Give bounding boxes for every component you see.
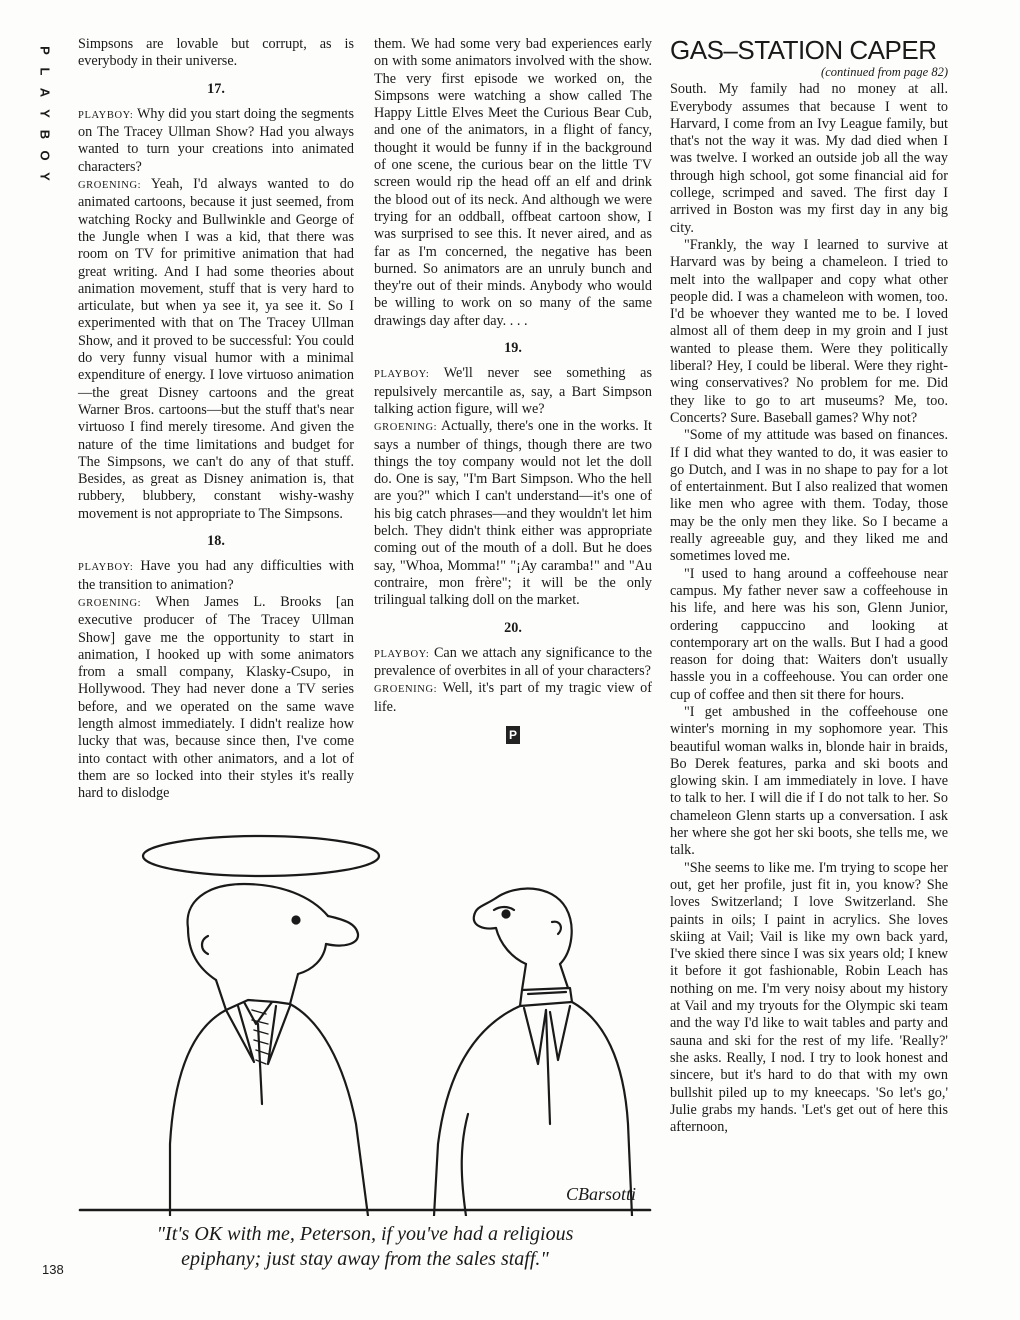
answer [78, 176, 354, 523]
answer [374, 418, 652, 609]
cartoon-illustration [76, 824, 654, 1216]
story-paragraph: "Frankly, the way I learned to survive at Harvard was by being a chameleon. I tried to melt into the wallpaper and copy what other people did. I was a chameleon with women, too. I'd be whoever they wanted me to be. I loved almost all of them deep in my groin and I just wanted to please them. Were they politically liberal? Hey, I could be liberal. Were they right-wing conservatives? No problem for me. Did they like to go to art museums? Me, too. Concerts? Sure. Baseball games? Why not? [670, 236, 948, 426]
right-man [434, 889, 632, 1216]
question-text: Have you had any difficulties with the transition to animation? [78, 558, 354, 593]
vertical-letter: B [37, 129, 53, 140]
story-column [670, 36, 948, 1136]
vertical-magazine-name [34, 40, 56, 187]
answer-text: When James L. Brooks [an executive producer of The Tracey Ullman Show] gave me the opportunity to start in animation, I hooked up with some animators from a small company, Klasky-Csupo, in Hollywood. They had never done a TV series before, and we operated on the same wave length almost immediately. I didn't realize how lucky that was, because since then, I've come into contact with other animators, and a lot of them are so locked into their styles it's really hard to dislodge [78, 593, 354, 802]
vertical-letter: A [37, 87, 53, 98]
vertical-letter: O [37, 150, 53, 161]
continued-note: (continued from page 82) [821, 65, 948, 79]
halo [143, 836, 379, 876]
caption-line: epiphany; just stay away from the sales staff." [181, 1248, 549, 1270]
speaker-label: PLAYBOY: [374, 648, 430, 660]
story-paragraph: South. My family had no money at all. Everybody assumes that because I went to Harvard, I come from an Ivy League family, but that's not the way it was. My dad died when I was twelve. I worked an outside job all the way through high school, got some financial aid for college, scrimped and saved. The first day I arrived in Boston was my first day in any big city. [670, 81, 948, 236]
question [374, 365, 652, 418]
answer [78, 594, 354, 803]
question [78, 106, 354, 176]
question-number: 19. [504, 340, 522, 357]
answer-text: Yeah, I'd always wanted to do animated cartoons, because it just seemed, from watching Rocky and Bullwinkle and George of the Jungle when I was a kid, that there was room on TV for primitive animation that had great writing. And I had some theories about animation movement, stuff that is very hard to articulate, but when ya see it, ya see it. So I experimented with that on The Tracey Ullman Show, and it proved to be successful: You could do very funny visual humor with a minimal expenditure of energy. I love virtuoso animation—the great Disney cartoons and the great Warner Bros. cartoons—but the stuff that's near virtuoso I find merely tiresome. And given the nature of the time limitations and budget for The Simpsons, we can't do any of that stuff. Besides, as great as Disney animation is, that rubbery, blubbery, constant wishy-washy movement is not appropriate to The Simpsons. [78, 176, 354, 522]
paragraph: them. We had some very bad experiences early on with some animators involved with the show. The very first episode we worked on, the Simpsons were watching a show called The Happy Little Elves Meet the Curious Bear Cub, and one of the animators, in a flight of fancy, thought it would be funny if in the background of one scene, the curious bear on the little TV screen would rip the head off an elf and drink the blood out of its neck. And although we were trying for an oddball, offbeat cartoon show, I was surprised to see this. It never aired, and as far as I'm concerned, the negative has been burned. So animators are an unruly bunch and they're out of their minds. Anybody who would be willing to work on so many of the same drawings day after day. . . . [374, 36, 652, 329]
vertical-letter: Y [37, 109, 53, 118]
answer [374, 680, 652, 716]
caption-line: "It's OK with me, Peterson, if you've had a religious [156, 1223, 574, 1245]
answer-text: Actually, there's one in the works. It says a number of things, though there are two things the toy company would not let the doll do. One is say, "I'm Bart Simpson. Who the hell are you?" which I can't understand—it's one of his big catch phrases—and they wouldn't let him belch. They didn't think either was appropriate coming out of the mouth of a doll. But he does say, "Whoa, Momma!" "¡Ay caramba!" and "Au contraire, mon frère"; it will be the only trilingual talking doll on the market. [374, 418, 652, 609]
question-text: We'll never see something as repulsively mercantile as, say, a Bart Simpson talking action figure, will we? [374, 365, 652, 417]
story-headline: GAS–STATION CAPER [670, 35, 937, 65]
question-text: Can we attach any significance to the prevalence of overbites in all of your characters? [374, 644, 652, 680]
paragraph: Simpsons are lovable but corrupt, as is everybody in their universe. [78, 36, 354, 70]
end-mark-icon: P [506, 726, 520, 744]
vertical-letter: Y [37, 172, 53, 181]
question-number: 17. [207, 80, 225, 97]
question [374, 645, 652, 681]
cartoon-caption [76, 1222, 654, 1272]
story-paragraph: "Some of my attitude was based on finances. If I did what they wanted to do, it was easier to go Dutch, and I was in no shape to pay for a lot of entertainment. But I also realized that women like men who agree with them. Today, those may be the only men they like. So I became a really agreeable guy, and they liked me and sometimes loved me. [670, 427, 948, 565]
question [78, 558, 354, 594]
story-paragraph: "I get ambushed in the coffeehouse one winter's morning in my sophomore year. This beautiful woman walks in, blonde hair in braids, Bo Derek features, parka and ski boots and glowing skin. I am immediately in love. I have to talk to her. I will die if I do not talk to her. So chameleon Glenn starts up a conversation. I ask her where she got her ski boots, she tells me, we talk. [670, 703, 948, 859]
question-number: 18. [207, 533, 225, 550]
speaker-label: GROENING: [78, 180, 142, 192]
interview-column-1 [78, 36, 354, 802]
question-number: 20. [504, 619, 522, 636]
artist-signature: CBarsotti [565, 1184, 636, 1204]
speaker-label: GROENING: [78, 597, 142, 609]
story-paragraph: "She seems to like me. I'm trying to scope her out, get her profile, just fit in, you know? She loves Switzerland; I love Switzerland. She paints in oils; I paint in acrylics. She loves skiing at Vail; Vail is like my own back yard, I've skied there since I was six years old; I knew it before it got fashionable, Robin Leach has nothing on me. I'm very noisy about my history at Vail and my tryouts for the Olympic ski team and the way I'd like to wait tables and party and sauna and ski for the rest of my life. 'Really?' she asks. Really, I nod. I try to look honest and sincere, but it's hard to do that with my own bullshit piled up to my kneecaps. 'So let's go,' Julie grabs my hands. 'Let's get out of here this afternoon, [670, 859, 948, 1136]
question-text: Why did you start doing the segments on The Tracey Ullman Show? Had you always wanted to turn your creations into animated characters? [78, 105, 354, 175]
speaker-label: GROENING: [374, 684, 438, 696]
speaker-label: PLAYBOY: [78, 109, 134, 121]
vertical-letter: P [37, 46, 53, 55]
answer-text: Well, it's part of my tragic view of life. [374, 680, 652, 715]
speaker-label: PLAYBOY: [374, 369, 430, 381]
speaker-label: PLAYBOY: [78, 562, 134, 574]
interview-column-2 [374, 36, 652, 744]
speaker-label: GROENING: [374, 422, 438, 434]
story-paragraph: "I used to hang around a coffeehouse near campus. My father never saw a coffeehouse in his life, and here was his son, Glenn Junior, ordering cappuccino and looking at contemporary art on the walls. But I had a good reason for doing that: Waiters don't usually hassle you in a coffeehouse. You can order one cup of coffee and then sit there for hours. [670, 565, 948, 703]
page-number: 138 [42, 1262, 64, 1277]
vertical-letter: L [37, 67, 53, 76]
left-man [170, 884, 368, 1216]
